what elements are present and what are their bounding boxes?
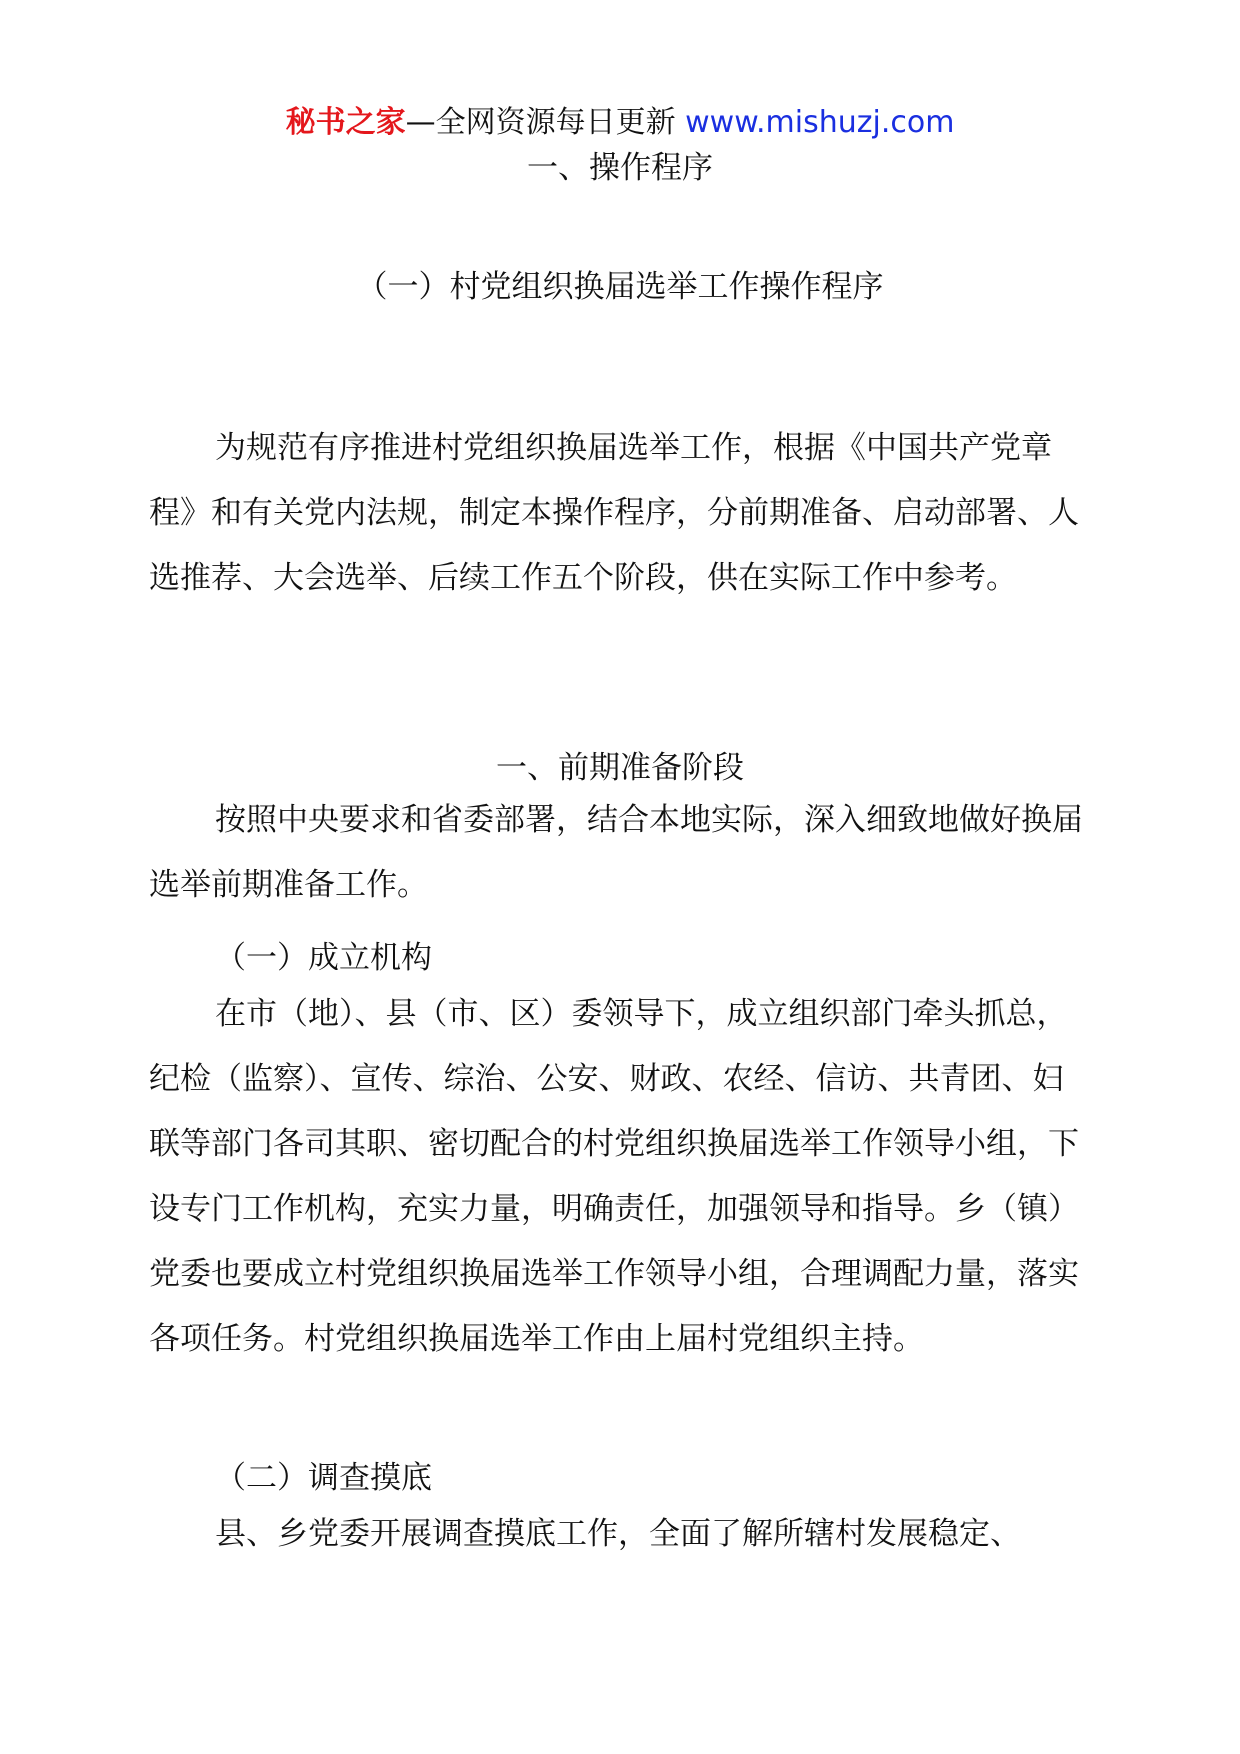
item-2-title: （二）调查摸底 <box>215 1460 432 1496</box>
stage-intro-paragraph: 按照中央要求和省委部署，结合本地实际，深入细致地做好换届选举前期准备工作。 <box>149 802 1083 903</box>
item-1-body: 在市（地）、县（市、区）委领导下，成立组织部门牵头抓总，纪检（监察）、宣传、综治、公安、财政、农经、信访、共青团、妇联等部门各司其职、密切配合的村党组织换届选举工作领导小组，下设专门工作机构，充实力量，明确责任，加强领导和指导。乡（镇）党委也要成立村党组织换届选举工作领导小组，合理调配力量，落实各项任务。村党组织换届选举工作由上届村党组织主持。 <box>149 996 1079 1357</box>
brand-tagline: —全网资源每日更新 <box>405 105 676 140</box>
item-2-body: 县、乡党委开展调查摸底工作，全面了解所辖村发展稳定、 <box>215 1516 1021 1552</box>
stage-title: 一、前期准备阶段 <box>496 750 744 786</box>
intro-paragraph: 为规范有序推进村党组织换届选举工作，根据《中国共产党章程》和有关党内法规，制定本操作程序，分前期准备、启动部署、人选推荐、大会选举、后续工作五个阶段，供在实际工作中参考。 <box>149 430 1079 596</box>
item-1-title: （一）成立机构 <box>215 940 432 976</box>
site-url-link[interactable]: www.mishuzj.com <box>685 105 955 140</box>
section-title: （一）村党组织换届选举工作操作程序 <box>356 269 884 305</box>
brand-name: 秘书之家 <box>285 105 406 140</box>
main-title: 一、操作程序 <box>527 150 713 186</box>
site-header-banner <box>0 101 1240 145</box>
